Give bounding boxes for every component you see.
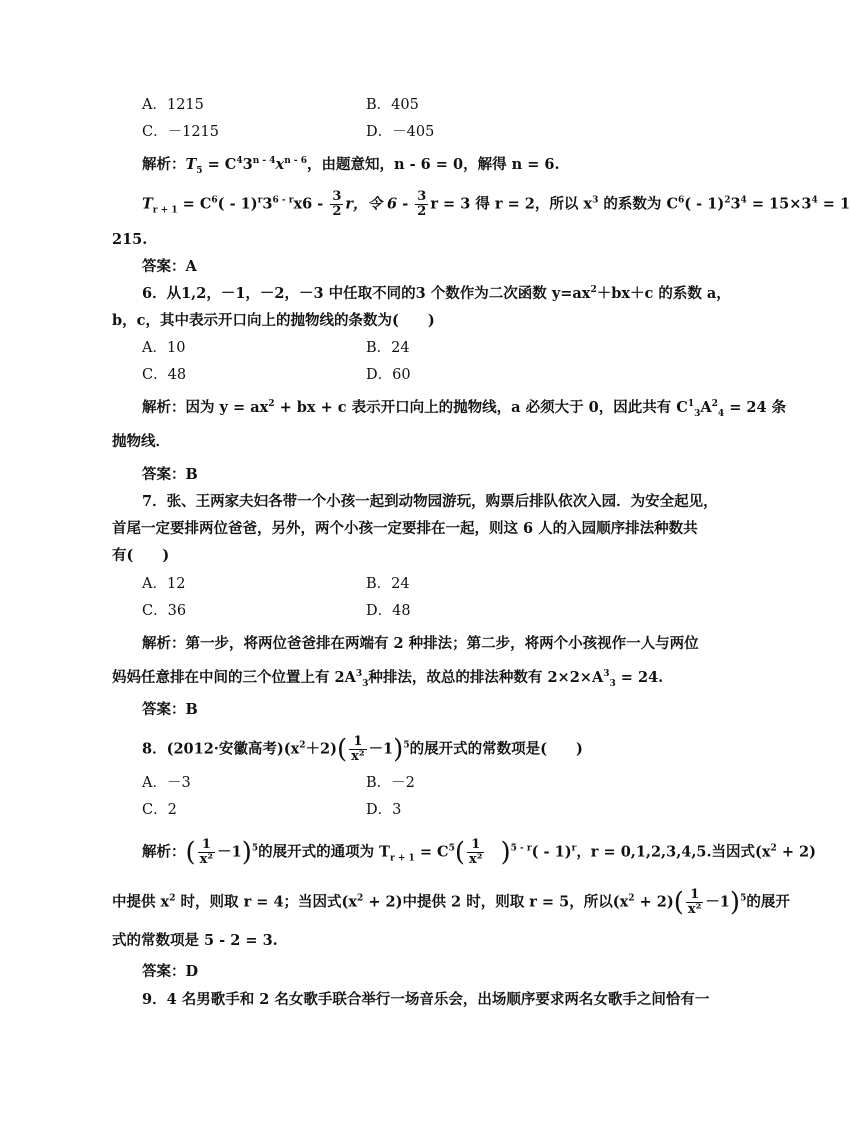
- stem-text: ＋2): [305, 740, 337, 758]
- q5-solution-line-1: [142, 155, 560, 175]
- solution-text: 解析：因为 y = ax: [142, 399, 269, 416]
- q5-answer: 答案：A: [142, 258, 197, 275]
- math-text: 3: [730, 195, 741, 213]
- q8-solution-line-2: [112, 888, 790, 917]
- math-text: = 15×3: [746, 195, 812, 213]
- q6-option-b: B．24: [366, 340, 410, 356]
- superscript: 2: [628, 893, 635, 904]
- superscript: r: [257, 195, 263, 206]
- superscript: 5: [251, 843, 259, 854]
- q6-answer: 答案：B: [142, 466, 198, 483]
- fraction-denominator: x²: [199, 852, 214, 867]
- solution-text: 种排法，故总的排法种数有 2×2×A: [368, 669, 604, 686]
- solution-text: + 2): [634, 893, 674, 911]
- superscript: 2: [299, 740, 306, 751]
- solution-text: 妈妈任意排在中间的三个位置上有 2A: [112, 669, 356, 686]
- superscript: 3: [603, 669, 610, 680]
- math-t: T: [142, 195, 153, 213]
- solution-text: 时，则取 r = 4；当因式(x: [175, 893, 358, 911]
- q8-answer: 答案：D: [142, 963, 199, 980]
- superscript: 6 - r: [272, 195, 294, 206]
- left-paren-icon: (: [673, 887, 684, 918]
- subscript: 3: [362, 678, 369, 689]
- math-text: x6 -: [293, 195, 329, 213]
- superscript: 2: [590, 285, 597, 296]
- fraction: [349, 735, 366, 764]
- fraction: [198, 838, 215, 867]
- q6-option-a: A．10: [142, 340, 186, 356]
- math-text: = C: [202, 156, 237, 173]
- q6-solution-line-2: 抛物线．: [112, 433, 170, 450]
- right-paren-icon: ): [729, 887, 741, 918]
- stem-text: 6．从1,2，－1，－2，－3 中任取不同的3 个数作为二次函数 y=ax: [142, 285, 591, 302]
- fraction: [415, 190, 428, 219]
- fraction-numerator: 1: [686, 888, 703, 903]
- q6-solution-line-1: [142, 398, 786, 418]
- solution-text: = 24 条: [724, 399, 787, 416]
- solution-text: ，r = 0,1,2,3,4,5.当因式(x: [576, 843, 771, 861]
- math-text: 3: [262, 195, 273, 213]
- fraction-denominator: x²: [351, 749, 365, 764]
- q7-answer: 答案：B: [142, 701, 198, 718]
- q6-option-d: D．60: [366, 367, 411, 383]
- math-text: 的系数为 C: [598, 195, 678, 213]
- fraction-numerator: 1: [467, 838, 484, 853]
- right-paren-icon: ): [241, 837, 252, 868]
- q7-stem-line-3: 有( ): [112, 547, 170, 564]
- superscript: 1: [687, 399, 695, 410]
- superscript: r: [571, 843, 577, 854]
- q7-solution-line-1: 解析：第一步，将两位爸爸排在两端有 2 种排法；第二步，将两个小孩视作一人与两位: [142, 635, 699, 652]
- q7-option-d: D．48: [366, 603, 411, 619]
- q9-stem-line-1: 9．4 名男歌手和 2 名女歌手联合举行一场音乐会，出场顺序要求两名女歌手之间恰有一: [142, 991, 710, 1008]
- solution-text: A: [700, 399, 712, 416]
- q5-option-c: C．－1215: [142, 124, 219, 140]
- q5-solution-line-2: [142, 190, 850, 219]
- q8-option-b: B．－2: [366, 775, 415, 791]
- solution-text: 的展开: [746, 893, 790, 911]
- q8-solution-line-1: [142, 838, 816, 867]
- solution-text: = 24.: [615, 669, 664, 686]
- solution-text: + bx + c 表示开口向上的抛物线，a 必须大于 0，因此共有 C: [274, 399, 688, 416]
- math-text: r，令 6 -: [345, 195, 414, 213]
- superscript: 4: [740, 195, 747, 206]
- q8-option-c: C．2: [142, 802, 177, 818]
- q7-option-b: B．24: [366, 576, 410, 592]
- subscript: 3: [609, 678, 616, 689]
- superscript: 2: [711, 399, 718, 410]
- fraction-numerator: 1: [198, 838, 215, 853]
- math-x: x: [275, 156, 285, 173]
- superscript: 6: [677, 195, 685, 206]
- q5-option-d: D．－405: [366, 124, 435, 140]
- solution-text: ，由题意知，n - 6 = 0，解得 n = 6.: [307, 156, 560, 173]
- stem-text: ＋bx＋c 的系数 a，: [596, 285, 731, 302]
- superscript: 5: [448, 843, 455, 854]
- subscript: r + 1: [389, 853, 415, 864]
- q7-option-c: C．36: [142, 603, 187, 619]
- fraction: [686, 888, 703, 917]
- superscript: n - 4: [252, 156, 276, 167]
- solution-text: + 2)中提供 2 时，则取 r = 5，所以(x: [363, 893, 629, 911]
- superscript: 2: [268, 399, 275, 410]
- math-text: = 1: [817, 195, 850, 213]
- subscript: 3: [694, 408, 701, 419]
- right-paren-icon: ): [393, 734, 404, 765]
- fraction-numerator: 3: [417, 189, 427, 204]
- stem-text: 8．(2012·安徽高考)(x: [142, 740, 300, 758]
- superscript: n - 6: [284, 156, 307, 167]
- solution-text: 的展开式的通项为 T: [258, 843, 390, 861]
- superscript: 4: [811, 195, 818, 206]
- superscript: 6: [211, 195, 218, 206]
- fraction-denominator: 2: [332, 204, 342, 219]
- superscript: 2: [770, 843, 777, 854]
- q8-option-a: A．－3: [142, 775, 191, 791]
- math-text: = C: [177, 195, 212, 213]
- superscript: 3: [355, 669, 363, 680]
- superscript: 5: [740, 893, 747, 904]
- q5-solution-line-3: 215.: [112, 231, 148, 248]
- q7-option-a: A．12: [142, 576, 186, 592]
- q6-stem-line-1: [142, 284, 731, 304]
- left-paren-icon: (: [454, 837, 465, 868]
- superscript: 2: [724, 195, 731, 206]
- fraction-numerator: 1: [349, 735, 366, 750]
- superscript: 4: [236, 156, 243, 167]
- solution-text: －1: [217, 843, 242, 861]
- fraction-denominator: 2: [417, 204, 427, 219]
- q7-solution-line-2: [112, 668, 663, 688]
- q8-stem: [142, 735, 583, 764]
- fraction-denominator: x²: [469, 852, 483, 867]
- subscript: r + 1: [152, 205, 178, 216]
- subscript: 5: [196, 165, 203, 176]
- solution-label: 解析：: [142, 156, 186, 173]
- superscript: 3: [592, 195, 599, 206]
- q5-option-b: B．405: [366, 97, 419, 113]
- q6-option-c: C．48: [142, 367, 187, 383]
- subscript: 4: [717, 408, 725, 419]
- q7-stem-line-2: 首尾一定要排两位爸爸，另外，两个小孩一定要排在一起，则这 6 人的入园顺序排法种数共: [112, 520, 698, 537]
- superscript: 5: [403, 740, 410, 751]
- q8-option-d: D．3: [366, 802, 402, 818]
- math-text: 3: [242, 156, 253, 173]
- stem-text: 的展开式的常数项是( ): [409, 740, 583, 758]
- solution-text: －1: [705, 893, 730, 911]
- superscript: 5 - r: [510, 843, 532, 854]
- q7-stem-line-1: 7．张、王两家夫妇各带一个小孩一起到动物园游玩，购票后排队依次入园．为安全起见，: [142, 493, 718, 510]
- superscript: 2: [357, 893, 364, 904]
- solution-text: + 2): [776, 843, 816, 861]
- math-t: T: [185, 156, 197, 173]
- stem-text: －1: [368, 740, 394, 758]
- fraction: [467, 838, 484, 867]
- math-text: ( - 1): [217, 195, 258, 213]
- math-text: r = 3 得 r = 2，所以 x: [430, 195, 593, 213]
- fraction-numerator: 3: [332, 189, 342, 204]
- solution-text: 中提供 x: [112, 893, 170, 911]
- math-text: ( - 1): [684, 195, 725, 213]
- solution-text: = C: [414, 843, 449, 861]
- left-paren-icon: (: [185, 837, 196, 868]
- q5-option-a: A．1215: [142, 97, 204, 113]
- left-paren-icon: (: [336, 734, 348, 765]
- solution-label: 解析：: [142, 843, 186, 861]
- fraction: [330, 190, 343, 219]
- superscript: 2: [169, 893, 176, 904]
- fraction-denominator: x²: [687, 902, 702, 917]
- q6-stem-line-2: b，c，其中表示开口向上的抛物线的条数为( ): [112, 312, 435, 329]
- q8-solution-line-3: 式的常数项是 5 - 2 = 3.: [112, 932, 278, 949]
- right-paren-icon: ): [500, 837, 511, 868]
- solution-text: ( - 1): [531, 843, 572, 861]
